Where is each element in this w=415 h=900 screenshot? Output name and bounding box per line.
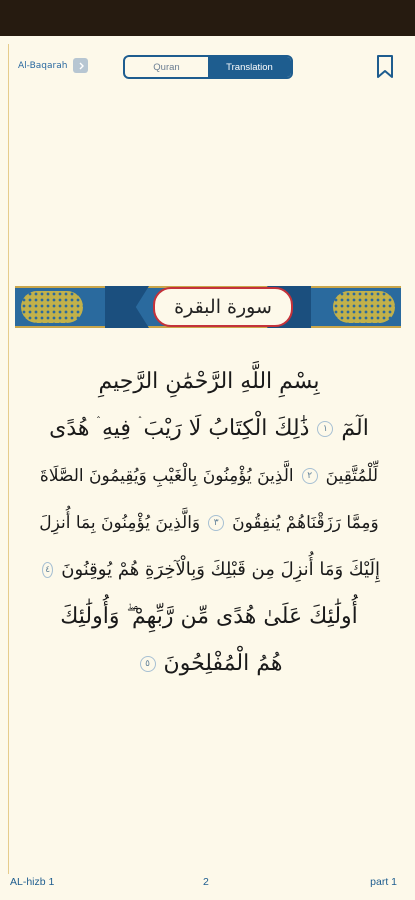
ayah-number-marker[interactable]: ١ — [317, 421, 333, 437]
ornament-right — [333, 291, 395, 323]
verse-text-segment[interactable]: ذَٰلِكَ الْكِتَابُ لَا رَيْبَ ۛ فِيهِ ۛ هُدًى — [49, 416, 310, 441]
verse-text-segment[interactable]: وَمِمَّا رَزَقْنَاهُمْ يُنفِقُونَ — [232, 512, 379, 533]
banner-cap-left — [105, 286, 149, 328]
verse-line — [36, 452, 382, 499]
verse-text-segment[interactable]: هُمُ الْمُفْلِحُونَ — [163, 651, 283, 676]
ayah-number-marker[interactable]: ٣ — [208, 515, 224, 531]
part-label: part 1 — [370, 876, 397, 888]
verse-text-segment[interactable]: لِّلْمُتَّقِينَ — [325, 465, 379, 486]
verse-text-segment[interactable]: إِلَيْكَ وَمَا أُنزِلَ مِن قَبْلِكَ وَبِالْآخِرَةِ هُمْ يُوقِنُونَ — [61, 559, 380, 580]
ayah-number-marker[interactable]: ٤ — [42, 562, 53, 578]
verse-text-segment[interactable]: أُولَٰئِكَ عَلَىٰ هُدًى مِّن رَّبِّهِمْ ۖ وَأُولَٰئِكَ — [60, 604, 358, 629]
view-mode-toggle — [123, 55, 293, 79]
basmala: بِسْمِ اللَّهِ الرَّحْمَٰنِ الرَّحِيمِ — [98, 369, 320, 394]
page-footer — [0, 872, 415, 892]
verse-text — [36, 358, 382, 687]
surah-title: سورة البقرة — [153, 287, 293, 327]
tab-quran-label: Quran — [153, 61, 180, 73]
status-bar — [0, 0, 415, 36]
chevron-right-icon[interactable] — [73, 58, 88, 73]
tab-quran[interactable] — [125, 57, 208, 77]
verse-text-segment[interactable]: الٓمٓ — [341, 416, 369, 441]
verse-line — [36, 546, 382, 593]
surah-name-label: Al-Baqarah — [18, 60, 68, 71]
ayah-number-marker[interactable]: ٢ — [302, 468, 318, 484]
bookmark-icon[interactable] — [375, 54, 395, 84]
page-margin-rule — [8, 44, 9, 874]
verse-line — [36, 593, 382, 640]
verse-text-segment[interactable]: الَّذِينَ يُؤْمِنُونَ بِالْغَيْبِ وَيُقِيمُونَ الصَّلَاةَ — [39, 465, 294, 486]
ayah-number-marker[interactable]: ٥ — [140, 656, 156, 672]
verse-text-segment[interactable]: وَالَّذِينَ يُؤْمِنُونَ بِمَا أُنزِلَ — [39, 512, 201, 533]
tab-translation-label: Translation — [226, 61, 273, 73]
tab-translation[interactable] — [208, 57, 291, 77]
surah-selector[interactable] — [18, 58, 88, 73]
surah-header-banner — [15, 286, 401, 328]
verse-line — [36, 499, 382, 546]
hizb-label: AL-hizb 1 — [10, 876, 55, 888]
verse-line — [36, 640, 382, 687]
verse-line — [36, 405, 382, 452]
page-number: 2 — [203, 876, 209, 888]
ornament-left — [21, 291, 83, 323]
top-bar — [0, 36, 415, 96]
